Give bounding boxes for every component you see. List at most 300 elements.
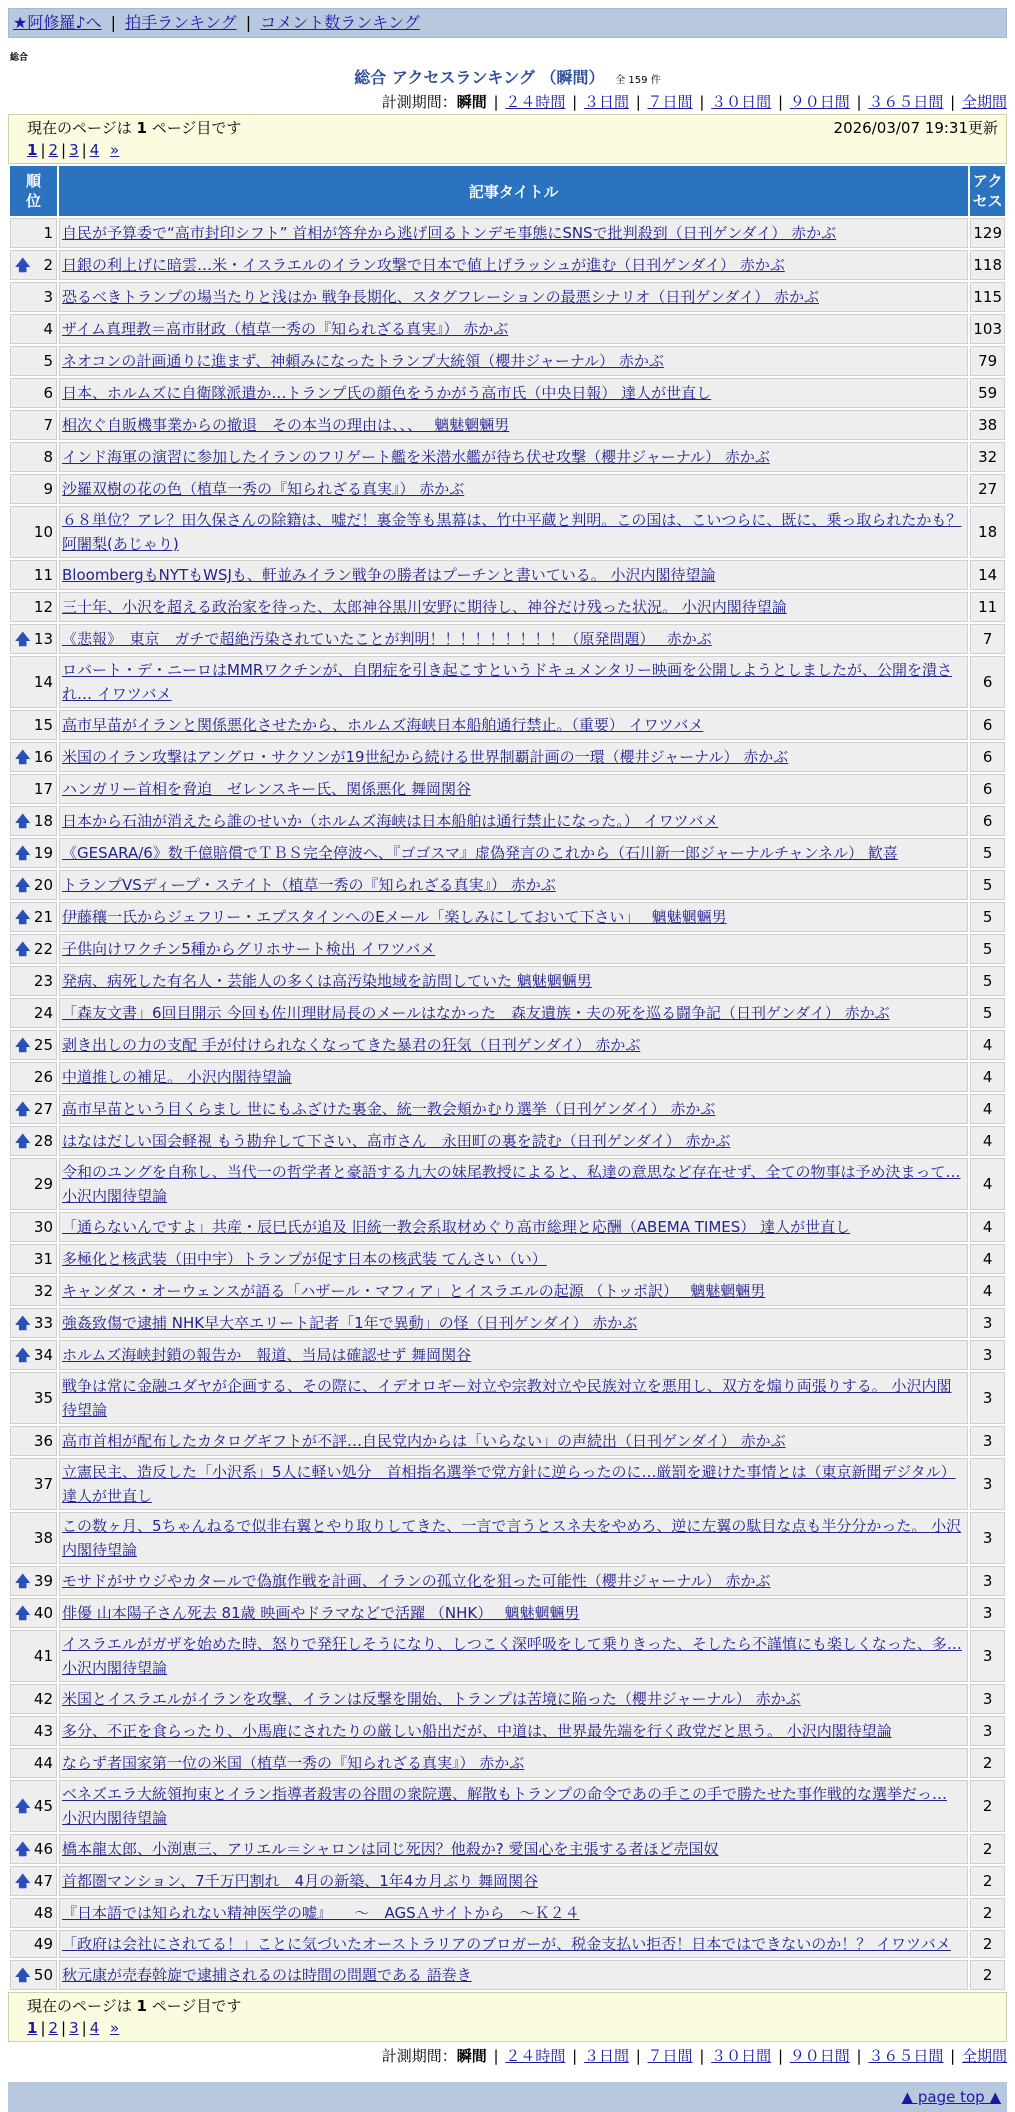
title-cell — [59, 838, 968, 868]
rank-cell — [10, 592, 57, 622]
pager — [27, 2017, 998, 2039]
pagination-bottom — [8, 1992, 1007, 2042]
article-title-link[interactable]: 「通らないんですよ」共産・辰巳氏が追及 旧統一教会系取材めぐり高市総理と応酬（ABEMA TIMES） 達人が世直し — [62, 1218, 851, 1236]
article-title-link[interactable]: 日銀の利上げに暗雲…米・イスラエルのイラン攻撃で日本で値上げラッシュが進む（日刊ゲンダイ） 赤かぶ — [62, 256, 785, 274]
rank-number: 27 — [33, 1100, 53, 1118]
access-count: 5 — [970, 934, 1005, 964]
period-option-link[interactable]: ９０日間 — [789, 2047, 850, 2065]
article-title-link[interactable]: 恐るべきトランプの場当たりと浅はか 戦争長期化、スタグフレーションの最悪シナリオ（日刊ゲンダイ） 赤かぶ — [62, 288, 819, 306]
access-count: 3 — [970, 1340, 1005, 1370]
rank-up-arrow-icon: 🡅 — [15, 1100, 31, 1118]
table-row — [10, 1716, 1005, 1746]
article-title-link[interactable]: 日本、ホルムズに自衛隊派遣か…トランプ氏の顔色をうかがう高市氏（中央日報） 達人が世直し — [62, 384, 712, 402]
rank-cell — [10, 966, 57, 996]
access-count: 2 — [970, 1866, 1005, 1896]
article-title-link[interactable]: 強姦致傷で逮捕 NHK早大卒エリート記者「1年で異動」の怪（日刊ゲンダイ） 赤かぶ — [62, 1314, 638, 1332]
rank-number: 20 — [33, 876, 53, 894]
rank-number: 8 — [43, 448, 53, 466]
rank-cell — [10, 774, 57, 804]
access-count: 6 — [970, 742, 1005, 772]
rank-cell — [10, 1276, 57, 1306]
pager — [27, 139, 998, 161]
rank-cell — [10, 934, 57, 964]
period-option-link[interactable]: ３６５日間 — [868, 93, 944, 111]
rank-up-arrow-icon: 🡅 — [15, 812, 31, 830]
rank-number: 9 — [43, 480, 53, 498]
table-row — [10, 624, 1005, 654]
table-row — [10, 560, 1005, 590]
rank-cell — [10, 314, 57, 344]
pager-page-link[interactable]: 4 — [89, 141, 100, 159]
article-title-link[interactable]: ベネズエラ大統領拘束とイラン指導者殺害の谷間の衆院選、解散もトランプの命令であの手この手で勝たせた事作戦的な選挙だっ… 小沢内閣待望論 — [62, 1785, 948, 1827]
article-title-link[interactable]: ネオコンの計画通りに進まず、神頼みになったトランプ大統領（櫻井ジャーナル） 赤かぶ — [62, 352, 664, 370]
access-count: 4 — [970, 1030, 1005, 1060]
article-title-link[interactable]: 首都圏マンション、7千万円割れ 4月の新築、1年4カ月ぶり 舞岡関谷 — [62, 1872, 539, 1890]
article-title-link[interactable]: ならず者国家第一位の米国（植草一秀の『知られざる真実』） 赤かぶ — [62, 1754, 525, 1772]
article-title-link[interactable]: モサドがサウジやカタールで偽旗作戦を計画、イランの孤立化を狙った可能性（櫻井ジャーナル） 赤かぶ — [62, 1572, 771, 1590]
table-row — [10, 378, 1005, 408]
rank-cell — [10, 806, 57, 836]
article-title-link[interactable]: 三十年、小沢を超える政治家を待った、太郎神谷黒川安野に期待し、神谷だけ残った状況。 小沢内閣待望論 — [62, 598, 787, 616]
article-title-link[interactable]: 沙羅双樹の花の色（植草一秀の『知られざる真実』） 赤かぶ — [62, 480, 465, 498]
title-cell — [59, 1512, 968, 1564]
title-cell — [59, 218, 968, 248]
rank-cell — [10, 1598, 57, 1628]
rank-cell — [10, 346, 57, 376]
table-row — [10, 1512, 1005, 1564]
access-count: 3 — [970, 1458, 1005, 1510]
access-count: 118 — [970, 250, 1005, 280]
article-title-link[interactable]: この数ヶ月、5ちゃんねるで似非右翼とやり取りしてきた、一言で言うとスネ夫をやめろ、逆に左翼の駄目な点も半分分かった。 小沢内閣待望論 — [62, 1517, 962, 1559]
title-cell — [59, 378, 968, 408]
access-count: 14 — [970, 560, 1005, 590]
rank-number: 45 — [33, 1797, 53, 1815]
article-title-link[interactable]: 俳優 山本陽子さん死去 81歳 映画やドラマなどで活躍 （NHK） 魑魅魍魎男 — [62, 1604, 580, 1622]
rank-number: 39 — [33, 1572, 53, 1590]
rank-cell — [10, 710, 57, 740]
title-cell — [59, 1780, 968, 1832]
table-row — [10, 1158, 1005, 1210]
title-cell — [59, 1244, 968, 1274]
article-title-link[interactable]: ザイム真理教＝高市財政（植草一秀の『知られざる真実』） 赤かぶ — [62, 320, 509, 338]
title-cell — [59, 1960, 968, 1990]
title-cell — [59, 870, 968, 900]
access-count: 5 — [970, 966, 1005, 996]
title-cell — [59, 1834, 968, 1864]
page-title-line — [8, 65, 1007, 88]
pager-page-link[interactable]: 3 — [69, 141, 79, 159]
title-cell — [59, 966, 968, 996]
rank-cell — [10, 1094, 57, 1124]
title-cell — [59, 934, 968, 964]
table-row — [10, 1630, 1005, 1682]
rank-number: 37 — [33, 1475, 53, 1493]
article-title-link[interactable]: ハンガリー首相を脅迫 ゼレンスキー氏、関係悪化 舞岡関谷 — [62, 780, 471, 798]
period-separator: | — [567, 2047, 582, 2065]
article-title-link[interactable]: イスラエルがガザを始めた時、怒りで発狂しそうになり、しつこく深呼吸をして乗りきった、そしたら不謹慎にも楽しくなった、多… 小沢内閣待望論 — [62, 1635, 962, 1677]
total-count: 全 159 件 — [615, 75, 661, 86]
access-count: 4 — [970, 1158, 1005, 1210]
period-option-link[interactable]: 全期間 — [961, 93, 1007, 111]
table-row — [10, 1834, 1005, 1864]
article-title-link[interactable]: BloombergもNYTもWSJも、軒並みイラン戦争の勝者はプーチンと書いている。 小沢内閣待望論 — [62, 566, 716, 584]
rank-cell — [10, 1834, 57, 1864]
article-title-link[interactable]: はなはだしい国会軽視 もう勘弁して下さい、高市さん 永田町の裏を読む（日刊ゲンダイ） 赤かぶ — [62, 1132, 731, 1150]
rank-number: 35 — [33, 1389, 53, 1407]
title-cell — [59, 250, 968, 280]
rank-cell — [10, 656, 57, 708]
access-count: 4 — [970, 1126, 1005, 1156]
period-selector — [8, 2046, 1007, 2066]
rank-up-arrow-icon: 🡅 — [15, 1132, 31, 1150]
article-title-link[interactable]: 米国とイスラエルがイランを攻撃、イランは反撃を開始、トランプは苦境に陥った（櫻井ジャーナル） 赤かぶ — [62, 1690, 801, 1708]
table-row — [10, 1340, 1005, 1370]
table-row — [10, 346, 1005, 376]
current-page-text: 現在のページは 1 ページ目です — [27, 119, 242, 137]
access-count: 7 — [970, 624, 1005, 654]
rank-number: 49 — [33, 1935, 53, 1953]
access-count: 3 — [970, 1308, 1005, 1338]
pager-current-page[interactable]: 1 — [27, 2019, 38, 2037]
table-row — [10, 1684, 1005, 1714]
title-cell — [59, 1684, 968, 1714]
article-title-link[interactable]: 子供向けワクチン5種からグリホサート検出 イワツバメ — [62, 940, 436, 958]
period-option-link[interactable]: ９０日間 — [789, 93, 850, 111]
rank-cell — [10, 1308, 57, 1338]
article-title-link[interactable]: ６８単位？アレ？田久保さんの除籍は、嘘だ！裏金等も黒幕は、竹中平蔵と判明。この国は、こいつらに、既に、乗っ取られたかも？ 阿闍梨(あじゃり) — [62, 511, 962, 553]
table-row — [10, 742, 1005, 772]
article-title-link[interactable]: 「森友文書」6回目開示 今回も佐川理財局長のメールはなかった 森友遺族・夫の死を巡る闘争記（日刊ゲンダイ） 赤かぶ — [62, 1004, 890, 1022]
access-count: 103 — [970, 314, 1005, 344]
rank-number: 30 — [33, 1218, 53, 1236]
article-title-link[interactable]: 立憲民主、造反した「小沢系」5人に軽い処分 首相指名選挙で党方針に逆らったのに…厳罰を避けた事情とは（東京新聞デジタル） 達人が世直し — [62, 1463, 956, 1505]
article-title-link[interactable]: 多分、不正を食らったり、小馬鹿にされたりの厳しい船出だが、中道は、世界最先端を行く政党だと思う。 小沢内閣待望論 — [62, 1722, 892, 1740]
rank-number: 31 — [33, 1250, 53, 1268]
table-row — [10, 218, 1005, 248]
period-separator: | — [851, 2047, 867, 2065]
pager-separator: | — [61, 141, 67, 159]
access-count: 6 — [970, 806, 1005, 836]
table-row — [10, 250, 1005, 280]
pager-page-link[interactable]: 2 — [48, 141, 59, 159]
article-title-link[interactable]: 秋元康が売春斡旋で逮捕されるのは時間の問題である 語巻き — [62, 1966, 472, 1984]
rank-number: 36 — [33, 1432, 53, 1450]
rank-cell — [10, 1898, 57, 1928]
access-count: 129 — [970, 218, 1005, 248]
access-count: 3 — [970, 1372, 1005, 1424]
access-count: 6 — [970, 774, 1005, 804]
rank-cell — [10, 1030, 57, 1060]
rank-up-arrow-icon: 🡅 — [15, 1872, 31, 1890]
access-count: 6 — [970, 656, 1005, 708]
rank-cell — [10, 1062, 57, 1092]
access-count: 32 — [970, 442, 1005, 472]
table-row — [10, 1960, 1005, 1990]
table-row — [10, 1244, 1005, 1274]
table-row — [10, 1748, 1005, 1778]
article-title-link[interactable]: 戦争は常に金融ユダヤが企画する、その際に、イデオロギー対立や宗教対立や民族対立を悪用し、双方を煽り両張りする。 小沢内閣待望論 — [62, 1377, 952, 1419]
rank-number: 11 — [33, 566, 53, 584]
title-cell — [59, 1094, 968, 1124]
article-title-link[interactable]: 『日本語では知られない精神医学の嘘』 ～ AGSＡサイトから ～Ｋ２４ — [62, 1904, 580, 1922]
rank-number: 33 — [33, 1314, 53, 1332]
article-title-link[interactable]: ロバート・デ・ニーロはMMRワクチンが、自閉症を引き起こすというドキュメンタリー映画を公開しようとしましたが、公開を潰され… イワツバメ — [62, 661, 952, 703]
rank-number: 26 — [33, 1068, 53, 1086]
access-count: 5 — [970, 902, 1005, 932]
nav-applause-ranking-link[interactable]: 拍手ランキング — [125, 13, 237, 32]
rank-number: 22 — [33, 940, 53, 958]
title-cell — [59, 1426, 968, 1456]
access-count: 2 — [970, 1960, 1005, 1990]
rank-cell — [10, 1426, 57, 1456]
access-count: 5 — [970, 870, 1005, 900]
period-selector — [8, 92, 1007, 112]
period-separator: | — [851, 93, 867, 111]
rank-number: 29 — [33, 1175, 53, 1193]
title-cell — [59, 656, 968, 708]
pager-separator: | — [40, 2019, 46, 2037]
article-title-link[interactable]: キャンダス・オーウェンスが語る「ハザール・マフィア」とイスラエルの起源 （トッポ訳） 魑魅魍魎男 — [62, 1282, 766, 1300]
article-title-link[interactable]: 伊藤穰一氏からジェフリー・エプスタインへのEメール「楽しみにしておいて下さい」 魑魅魍魎男 — [62, 908, 727, 926]
access-count: 4 — [970, 1062, 1005, 1092]
article-title-link[interactable]: 令和のユングを自称し、当代一の哲学者と豪語する九大の妹尾教授によると、私達の意思など存在せず、全ての物事は予め決まって… 小沢内閣待望論 — [62, 1163, 961, 1205]
rank-number: 38 — [33, 1529, 53, 1547]
article-title-link[interactable]: トランプVSディープ・ステイト（植草一秀の『知られざる真実』） 赤かぶ — [62, 876, 556, 894]
title-cell — [59, 774, 968, 804]
footer-bar — [8, 2082, 1007, 2112]
period-option-link[interactable]: ３日間 — [583, 93, 629, 111]
table-row — [10, 838, 1005, 868]
title-cell — [59, 998, 968, 1028]
table-row — [10, 902, 1005, 932]
access-count: 4 — [970, 1244, 1005, 1274]
access-count: 59 — [970, 378, 1005, 408]
access-count: 18 — [970, 506, 1005, 558]
period-separator: | — [945, 93, 960, 111]
period-separator: | — [630, 2047, 646, 2065]
access-count: 2 — [970, 1748, 1005, 1778]
title-cell — [59, 806, 968, 836]
period-option-link[interactable]: ３０日間 — [711, 93, 772, 111]
rank-up-arrow-icon: 🡅 — [15, 1036, 31, 1054]
period-option-link[interactable]: ７日間 — [647, 2047, 693, 2065]
access-count: 2 — [970, 1780, 1005, 1832]
table-row — [10, 1126, 1005, 1156]
title-cell — [59, 1158, 968, 1210]
pager-page-link[interactable]: 2 — [48, 2019, 59, 2037]
period-option-link[interactable]: ３６５日間 — [868, 2047, 944, 2065]
rank-up-arrow-icon: 🡅 — [15, 1840, 31, 1858]
period-option-link[interactable]: ２４時間 — [505, 93, 566, 111]
rank-number: 13 — [33, 630, 53, 648]
article-title-link[interactable]: 高市早苗という目くらまし 世にもふざけた裏金、統一教会頬かむり選挙（日刊ゲンダイ） 赤かぶ — [62, 1100, 716, 1118]
article-title-link[interactable]: 発病、病死した有名人・芸能人の多くは高汚染地域を訪問していた 魑魅魍魎男 — [62, 972, 592, 990]
article-title-link[interactable]: ホルムズ海峡封鎖の報告か 報道、当局は確認せず 舞岡関谷 — [62, 1346, 472, 1364]
title-cell — [59, 624, 968, 654]
nav-home-link[interactable]: ★阿修羅♪へ — [13, 13, 102, 32]
period-separator: | — [773, 2047, 788, 2065]
period-separator: | — [773, 93, 788, 111]
rank-cell — [10, 218, 57, 248]
article-title-link[interactable]: 剥き出しの力の支配 手が付けられなくなってきた暴君の狂気（日刊ゲンダイ） 赤かぶ — [62, 1036, 641, 1054]
rank-cell — [10, 1866, 57, 1896]
pager-current-page[interactable]: 1 — [27, 141, 38, 159]
rank-up-arrow-icon: 🡅 — [15, 748, 31, 766]
title-cell — [59, 474, 968, 504]
rank-number: 15 — [33, 716, 53, 734]
current-page-text: 現在のページは 1 ページ目です — [27, 1997, 242, 2015]
title-cell — [59, 1866, 968, 1896]
period-selected: 瞬間 — [456, 93, 487, 111]
rank-up-arrow-icon: 🡅 — [15, 1966, 31, 1984]
nav-separator: | — [110, 13, 117, 32]
table-row — [10, 966, 1005, 996]
rank-cell — [10, 1716, 57, 1746]
access-count: 4 — [970, 1276, 1005, 1306]
rank-cell — [10, 282, 57, 312]
access-count: 2 — [970, 1834, 1005, 1864]
article-title-link[interactable]: 高市首相が配布したカタログギフトが不評…自民党内からは「いらない」の声続出（日刊ゲンダイ） 赤かぶ — [62, 1432, 786, 1450]
pager-separator: | — [61, 2019, 67, 2037]
article-title-link[interactable]: インド海軍の演習に参加したイランのフリゲート艦を米潜水艦が待ち伏せ攻撃（櫻井ジャーナル） 赤かぶ — [62, 448, 770, 466]
access-count: 4 — [970, 1212, 1005, 1242]
table-row — [10, 1780, 1005, 1832]
period-separator: | — [630, 93, 646, 111]
pager-next-link[interactable]: » — [110, 141, 120, 159]
pager-separator: | — [40, 141, 46, 159]
period-option-link[interactable]: ３日間 — [583, 2047, 629, 2065]
article-title-link[interactable]: 《悲報》 東京 ガチで超絶汚染されていたことが判明！！！！！！！！！（原発問題） 赤かぶ — [62, 630, 712, 648]
rank-number: 19 — [33, 844, 53, 862]
rank-number: 23 — [33, 972, 53, 990]
title-cell — [59, 710, 968, 740]
period-option-link[interactable]: 全期間 — [961, 2047, 1007, 2065]
rank-cell — [10, 1566, 57, 1596]
title-cell — [59, 1598, 968, 1628]
rank-cell — [10, 560, 57, 590]
access-count: 27 — [970, 474, 1005, 504]
pager-separator: | — [81, 2019, 87, 2037]
updated-timestamp: 2026/03/07 19:31更新 — [833, 119, 998, 137]
access-count: 115 — [970, 282, 1005, 312]
ranking-table — [8, 164, 1007, 1992]
page-top-link[interactable]: ▲ page top ▲ — [901, 2088, 1001, 2106]
rank-number: 10 — [33, 523, 53, 541]
access-count: 3 — [970, 1512, 1005, 1564]
period-option-link[interactable]: ３０日間 — [711, 2047, 772, 2065]
table-row — [10, 806, 1005, 836]
article-title-link[interactable]: 橋本龍太郎、小渕恵三、アリエル＝シャロンは同じ死因？他殺か? 愛国心を主張する者ほど売国奴 — [62, 1840, 719, 1858]
article-title-link[interactable]: 多極化と核武装（田中宇）トランプが促す日本の核武装 てんさい（い） — [62, 1250, 547, 1268]
pager-next-link[interactable]: » — [110, 2019, 120, 2037]
pager-page-link[interactable]: 4 — [89, 2019, 100, 2037]
rank-number: 28 — [33, 1132, 53, 1150]
article-title-link[interactable]: 「政府は会社にされてる！」ことに気づいたオーストラリアのブロガーが、税金支払い拒否！日本ではできないのか！？ イワツバメ — [62, 1935, 951, 1953]
rank-up-arrow-icon: 🡅 — [15, 940, 31, 958]
table-row — [10, 1308, 1005, 1338]
rank-cell — [10, 1126, 57, 1156]
period-option-link[interactable]: ２４時間 — [505, 2047, 566, 2065]
rank-up-arrow-icon: 🡅 — [15, 844, 31, 862]
rank-cell — [10, 1630, 57, 1682]
nav-comment-ranking-link[interactable]: コメント数ランキング — [260, 13, 420, 32]
table-row — [10, 474, 1005, 504]
rank-number: 47 — [33, 1872, 53, 1890]
period-label: 計測期間： — [381, 93, 457, 111]
access-count: 5 — [970, 838, 1005, 868]
rank-number: 40 — [33, 1604, 53, 1622]
pager-separator: | — [81, 141, 87, 159]
access-count: 6 — [970, 710, 1005, 740]
article-title-link[interactable]: 自民が予算委で“高市封印シフト” 首相が答弁から逃げ回るトンデモ事態にSNSで批判殺到（日刊ゲンダイ） 赤かぶ — [62, 224, 837, 242]
title-cell — [59, 314, 968, 344]
table-row — [10, 710, 1005, 740]
rank-number: 41 — [33, 1647, 53, 1665]
rank-number: 14 — [33, 673, 53, 691]
rank-number: 18 — [33, 812, 53, 830]
title-cell — [59, 742, 968, 772]
table-row — [10, 1030, 1005, 1060]
rank-cell — [10, 1930, 57, 1958]
period-separator: | — [488, 93, 504, 111]
rank-number: 34 — [33, 1346, 53, 1364]
article-title-link[interactable]: 高市早苗がイランと関係悪化させたから、ホルムズ海峡日本船舶通行禁止。（重要） イワツバメ — [62, 716, 704, 734]
pager-page-link[interactable]: 3 — [69, 2019, 79, 2037]
rank-cell — [10, 1780, 57, 1832]
rank-number: 25 — [33, 1036, 53, 1054]
table-row — [10, 282, 1005, 312]
access-count: 11 — [970, 592, 1005, 622]
title-cell — [59, 506, 968, 558]
table-row — [10, 934, 1005, 964]
article-title-link[interactable]: 《GESARA/6》数千億賠償でＴＢＳ完全停波へ、『ゴゴスマ』虚偽発言のこれから（石川新一郎ジャーナルチャンネル） 歓喜 — [62, 844, 898, 862]
title-cell — [59, 560, 968, 590]
rank-up-arrow-icon: 🡅 — [15, 1797, 31, 1815]
rank-number: 50 — [33, 1966, 53, 1984]
table-row — [10, 506, 1005, 558]
title-cell — [59, 1458, 968, 1510]
table-row — [10, 442, 1005, 472]
access-count: 79 — [970, 346, 1005, 376]
top-nav-bar — [8, 8, 1007, 38]
period-selected: 瞬間 — [456, 2047, 487, 2065]
rank-cell — [10, 442, 57, 472]
article-title-link[interactable]: 日本から石油が消えたら誰のせいか（ホルムズ海峡は日本船舶は通行禁止になった。） イワツバメ — [62, 812, 719, 830]
rank-number: 17 — [33, 780, 53, 798]
table-row — [10, 1866, 1005, 1896]
article-title-link[interactable]: 米国のイラン攻撃はアングロ・サクソンが19世紀から続ける世界制覇計画の一環（櫻井ジャーナル） 赤かぶ — [62, 748, 789, 766]
rank-number: 43 — [33, 1722, 53, 1740]
rank-cell — [10, 742, 57, 772]
rank-cell — [10, 1340, 57, 1370]
title-cell — [59, 410, 968, 440]
rank-number: 12 — [33, 598, 53, 616]
period-separator: | — [945, 2047, 960, 2065]
title-cell — [59, 346, 968, 376]
col-header-rank: 順位 — [10, 166, 57, 216]
rank-up-arrow-icon: 🡅 — [15, 1604, 31, 1622]
rank-up-arrow-icon: 🡅 — [15, 876, 31, 894]
article-title-link[interactable]: 中道推しの補足。 小沢内閣待望論 — [62, 1068, 292, 1086]
article-title-link[interactable]: 相次ぐ自販機事業からの撤退 その本当の理由は、、、 魑魅魍魎男 — [62, 416, 510, 434]
col-header-count: アクセス — [970, 166, 1005, 216]
page-title: 総合 アクセスランキング （瞬間） — [354, 68, 605, 87]
period-option-link[interactable]: ７日間 — [647, 93, 693, 111]
title-cell — [59, 1276, 968, 1306]
rank-number: 44 — [33, 1754, 53, 1772]
title-cell — [59, 1212, 968, 1242]
table-row — [10, 592, 1005, 622]
